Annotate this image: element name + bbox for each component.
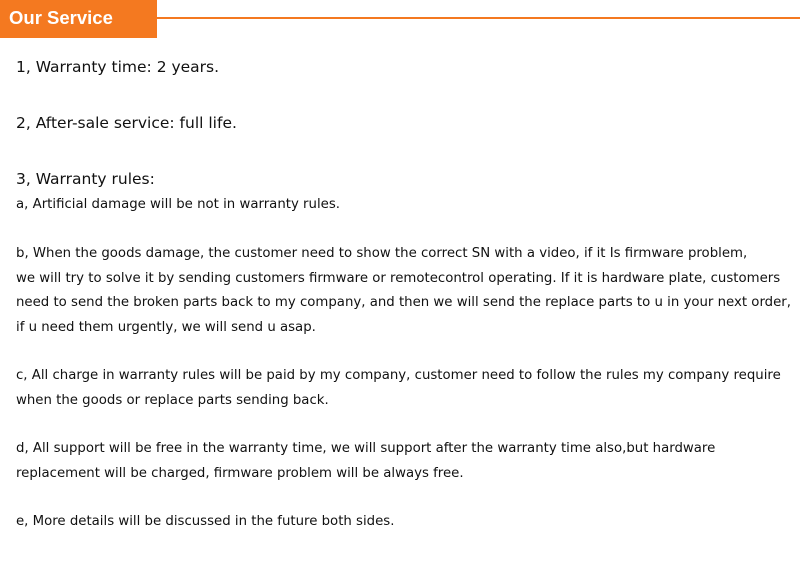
warranty-rules-heading: 3, Warranty rules:	[16, 170, 155, 188]
rule-c-line: when the goods or replace parts sending back.	[16, 392, 329, 408]
header-divider	[157, 17, 800, 19]
rule-b-line: if u need them urgently, we will send u asap.	[16, 319, 316, 335]
rule-d	[16, 437, 796, 486]
rule-b-line: need to send the broken parts back to my company, and then we will send the replace parts to u in your next order,	[16, 295, 791, 310]
section-title: Our Service	[9, 7, 113, 28]
header-tab	[0, 0, 157, 38]
rule-a	[16, 193, 796, 218]
rule-b-line: b, When the goods damage, the customer need to show the correct SN with a video, if it Is firmware problem,	[16, 246, 748, 261]
rule-c-line: c, All charge in warranty rules will be paid by my company, customer need to follow the rules my company require	[16, 368, 781, 383]
rule-e-line: e, More details will be discussed in the future both sides.	[16, 514, 395, 529]
section-header	[0, 0, 800, 38]
rule-d-line: replacement will be charged, firmware problem will be always free.	[16, 465, 464, 481]
rule-d-line: d, All support will be free in the warranty time, we will support after the warranty time also,but hardware	[16, 441, 716, 456]
rule-b-line: we will try to solve it by sending customers firmware or remotecontrol operating. If it is hardware plate, customers	[16, 270, 781, 286]
rule-e	[16, 510, 796, 535]
rule-a-line: a, Artificial damage will be not in warranty rules.	[16, 197, 340, 212]
rule-c	[16, 364, 796, 413]
warranty-time-text: 1, Warranty time: 2 years.	[16, 58, 220, 76]
rule-b	[16, 242, 796, 340]
after-sale-text: 2, After-sale service: full life.	[16, 114, 237, 132]
